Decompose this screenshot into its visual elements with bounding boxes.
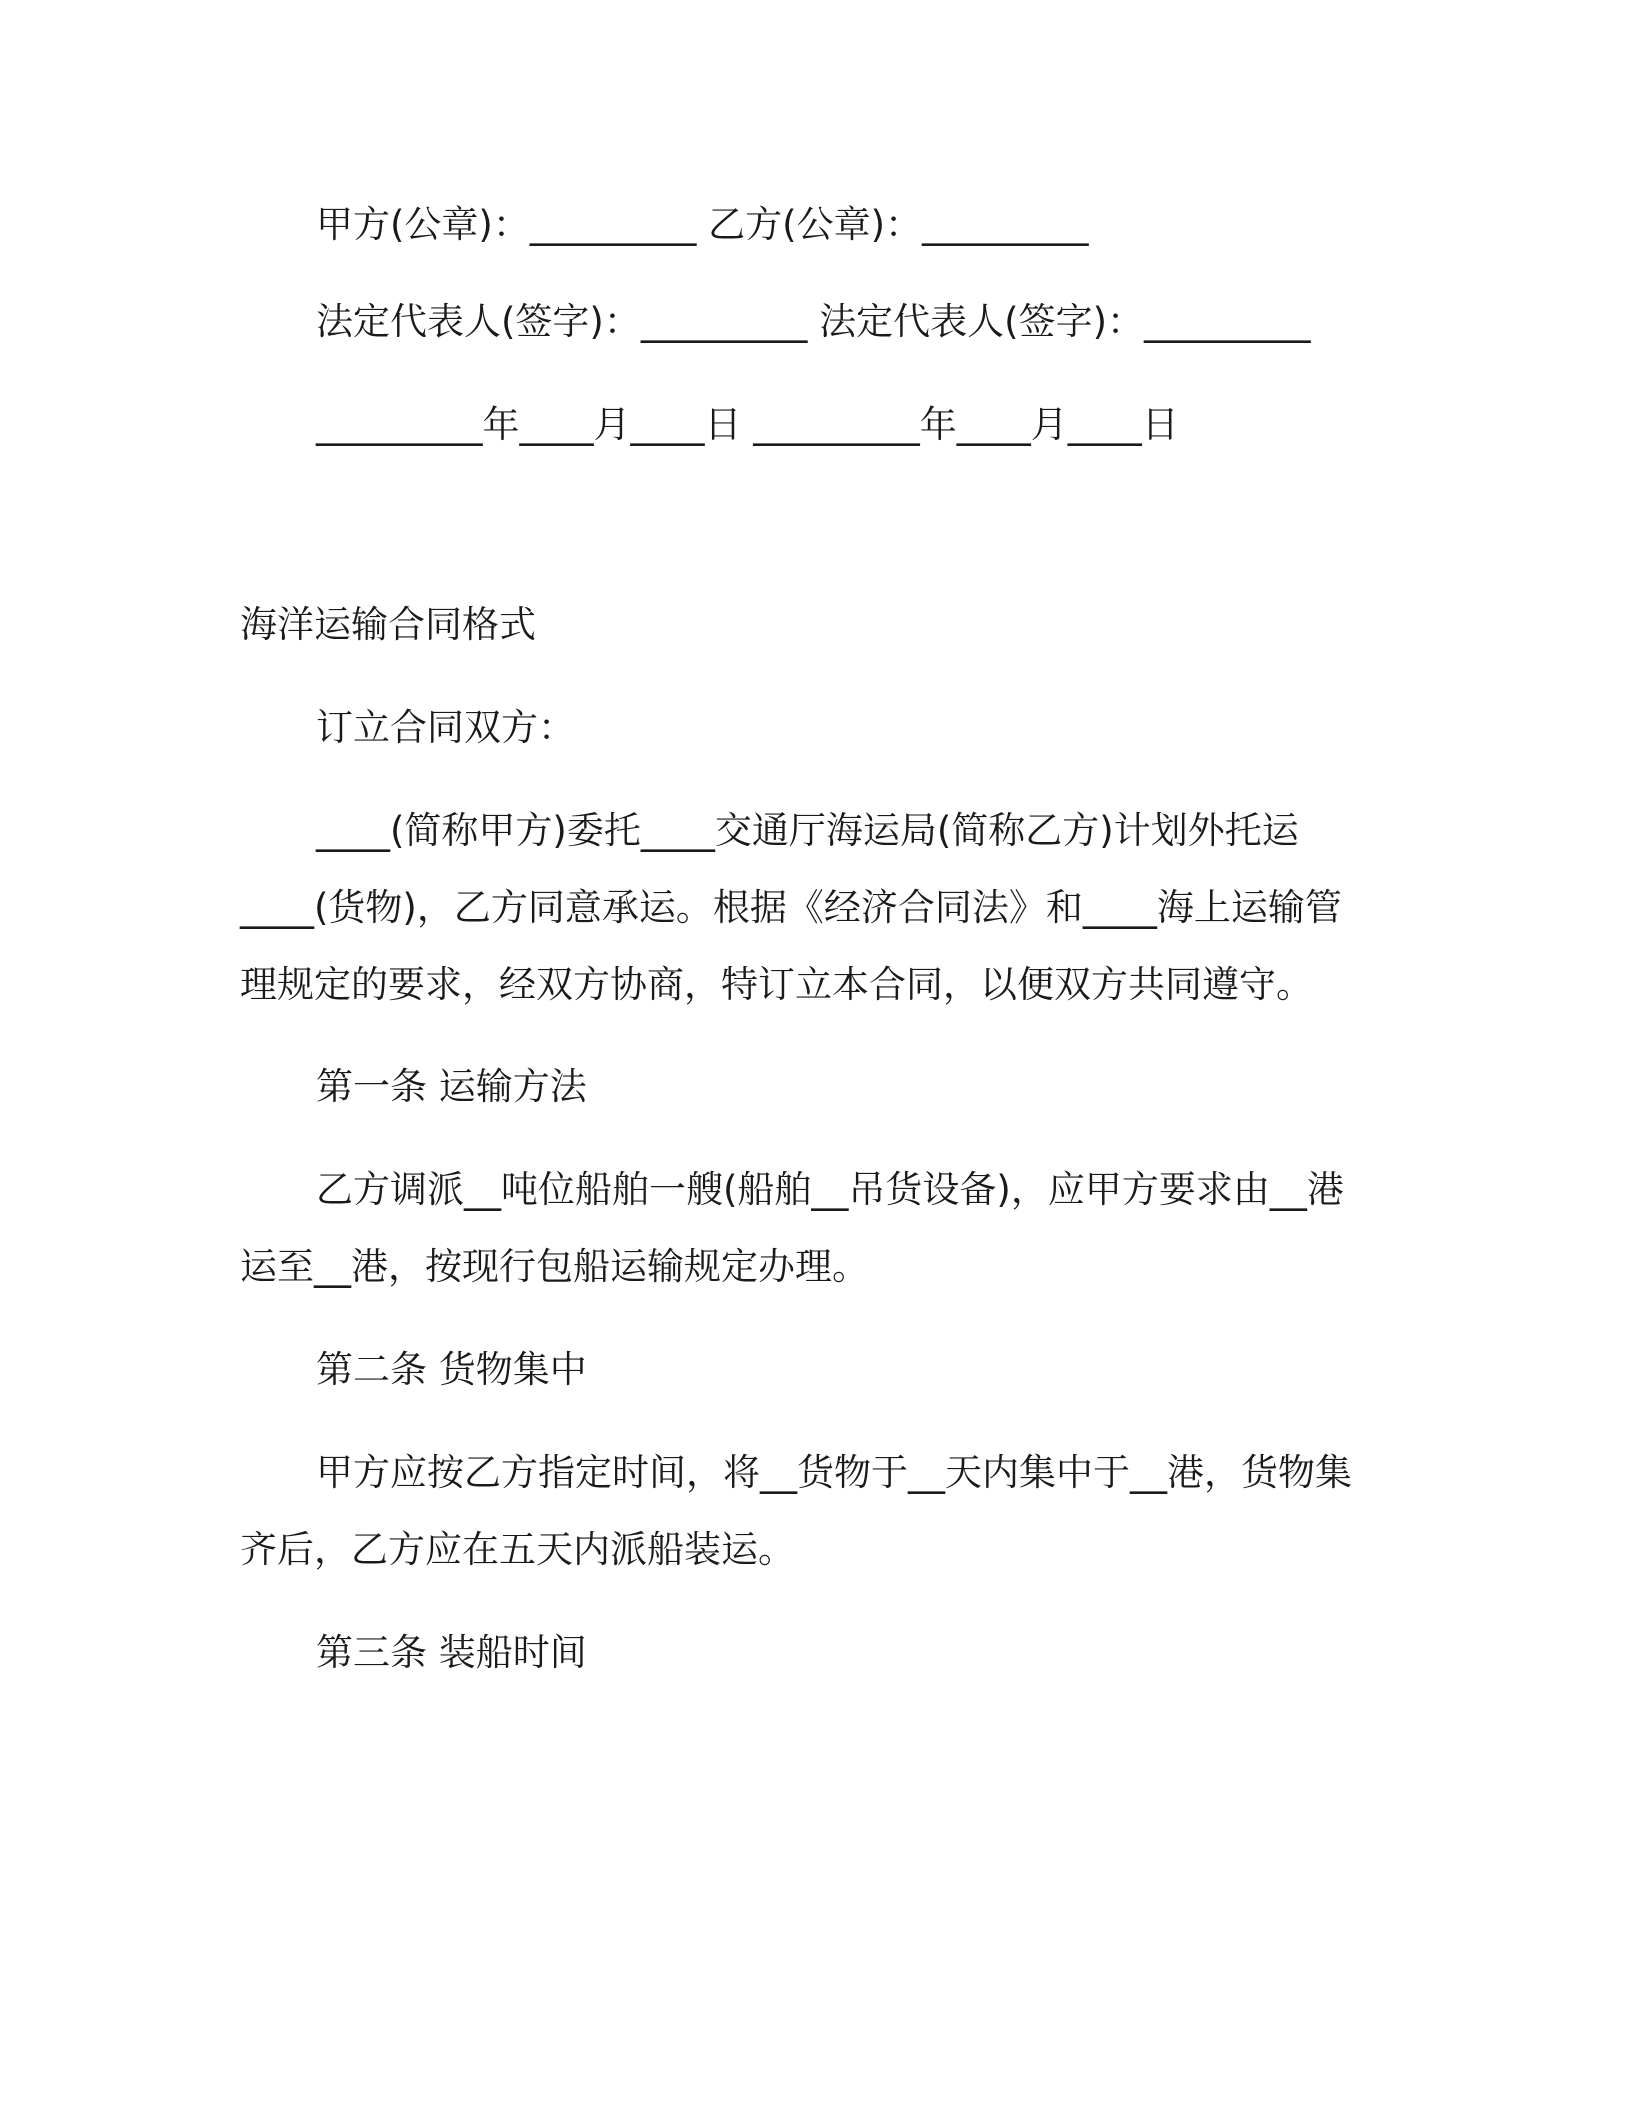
article-1-heading: 第一条 运输方法 bbox=[316, 1065, 587, 1108]
document-title: 海洋运输合同格式 bbox=[240, 603, 536, 646]
intro-line-2: ____(货物)，乙方同意承运。根据《经济合同法》和____海上运输管 bbox=[240, 886, 1342, 929]
article-3-heading: 第三条 装船时间 bbox=[316, 1631, 587, 1674]
article-2-heading: 第二条 货物集中 bbox=[316, 1348, 587, 1391]
signature-date-line: _________年____月____日 _________年____月____日 bbox=[316, 403, 1179, 446]
signature-seal-line: 甲方(公章)：_________ 乙方(公章)：_________ bbox=[316, 203, 1089, 246]
article-1-line-1: 乙方调派__吨位船舶一艘(船舶__吊货设备)，应甲方要求由__港 bbox=[316, 1168, 1344, 1211]
parties-heading: 订立合同双方： bbox=[316, 706, 575, 749]
article-1-line-2: 运至__港，按现行包船运输规定办理。 bbox=[240, 1245, 869, 1288]
article-2-line-1: 甲方应按乙方指定时间，将__货物于__天内集中于__港，货物集 bbox=[316, 1451, 1352, 1494]
article-2-line-2: 齐后，乙方应在五天内派船装运。 bbox=[240, 1528, 795, 1571]
signature-representative-line: 法定代表人(签字)：_________ 法定代表人(签字)：_________ bbox=[316, 300, 1311, 343]
intro-line-1: ____(简称甲方)委托____交通厅海运局(简称乙方)计划外托运 bbox=[316, 809, 1299, 852]
intro-line-3: 理规定的要求，经双方协商，特订立本合同，以便双方共同遵守。 bbox=[240, 963, 1313, 1006]
